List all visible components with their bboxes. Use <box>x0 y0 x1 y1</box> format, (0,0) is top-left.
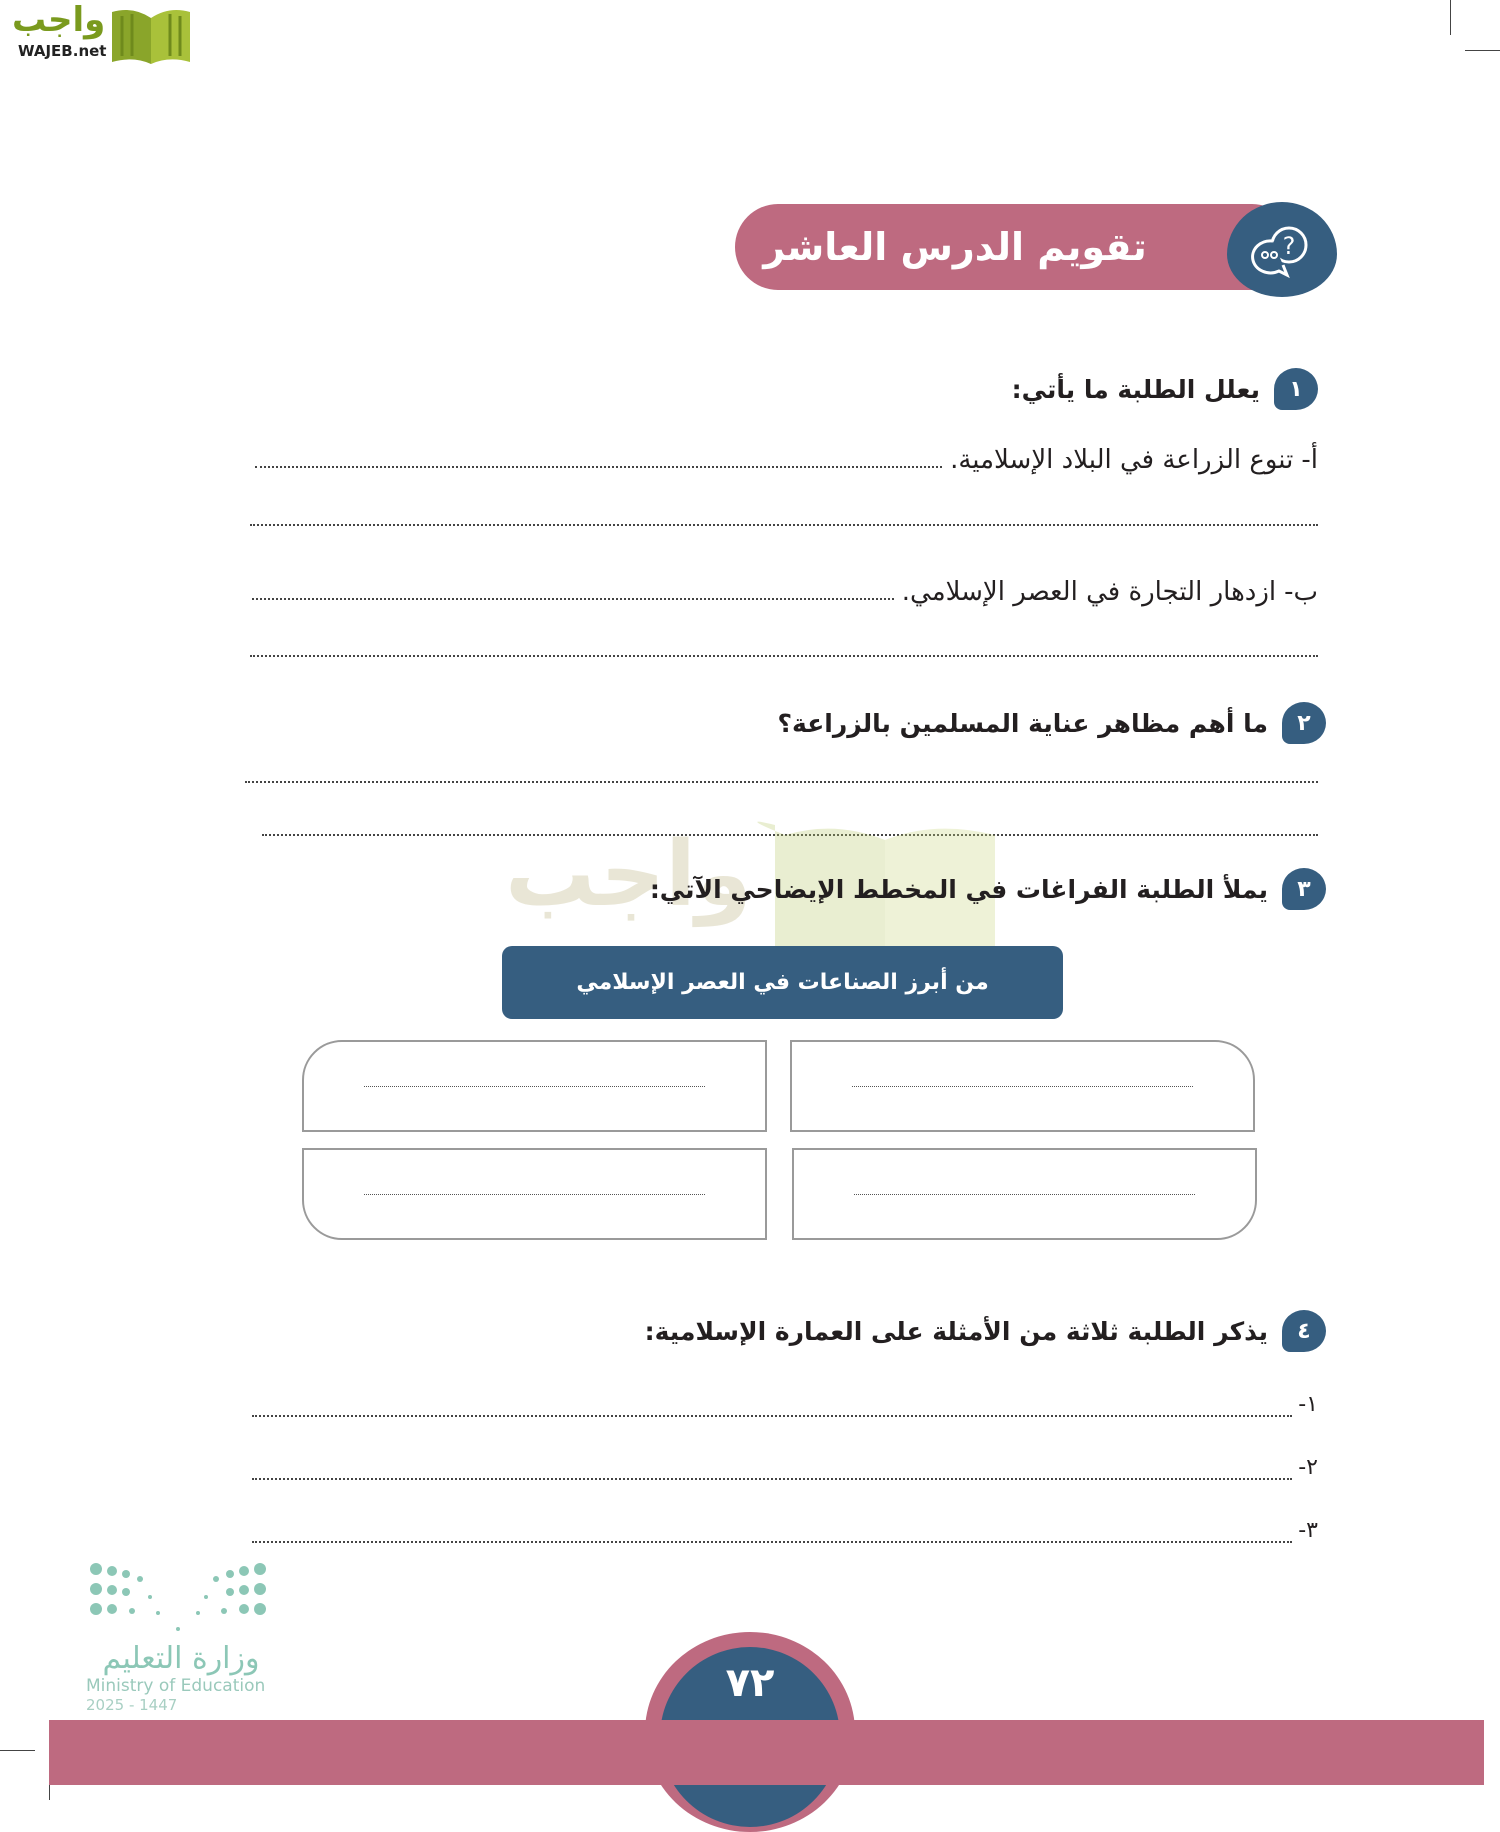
ministry-name-arabic: وزارة التعليم <box>102 1641 260 1676</box>
diagram-title-text: من أبرز الصناعات في العصر الإسلامي <box>576 970 989 995</box>
answer-line[interactable] <box>250 655 1318 657</box>
question-3 <box>650 868 1326 910</box>
book-icon <box>108 6 194 66</box>
answer-line[interactable] <box>252 1415 1292 1417</box>
wajeb-logo-latin: WAJEB.net <box>18 42 107 60</box>
question-1-item-b <box>252 577 1318 607</box>
svg-text:?: ? <box>1282 231 1296 260</box>
answer-line[interactable] <box>252 1541 1292 1543</box>
item-label: أ- <box>1301 445 1318 475</box>
question-1-item-a <box>255 445 1318 475</box>
wajeb-logo-arabic: واجب <box>12 0 106 40</box>
answer-line[interactable] <box>252 1478 1292 1480</box>
edition-year: 2025 - 1447 <box>86 1696 178 1714</box>
page-number: ٧٢ <box>725 1660 775 1706</box>
diagram-blank-box[interactable] <box>302 1148 767 1240</box>
footer-bar <box>49 1720 1484 1785</box>
answer-row-2 <box>252 1455 1318 1480</box>
ministry-name-english: Ministry of Education <box>86 1676 266 1696</box>
lesson-evaluation-title <box>735 204 1295 290</box>
question-number-badge: ٤ <box>1282 1310 1326 1352</box>
question-2 <box>778 702 1326 744</box>
answer-line[interactable] <box>262 834 1318 836</box>
diagram-blank-box[interactable] <box>792 1148 1257 1240</box>
item-text: ازدهار التجارة في العصر الإسلامي. <box>901 577 1277 607</box>
question-4 <box>645 1310 1326 1352</box>
title-text: تقويم الدرس العاشر <box>763 225 1147 269</box>
question-text: يملأ الطلبة الفراغات في المخطط الإيضاحي الآتي: <box>649 874 1268 904</box>
crop-mark <box>49 1785 50 1800</box>
wajeb-logo <box>8 0 193 68</box>
svg-text:واجب: واجب <box>505 822 752 927</box>
question-text: يعلل الطلبة ما يأتي: <box>1011 374 1260 404</box>
line-number: ١- <box>1298 1392 1318 1417</box>
question-1 <box>1012 368 1318 410</box>
question-number-badge: ١ <box>1274 368 1318 410</box>
crop-mark <box>0 1750 35 1751</box>
question-text: يذكر الطلبة ثلاثة من الأمثلة على العمارة الإسلامية: <box>644 1316 1268 1346</box>
item-label: ب- <box>1284 577 1318 607</box>
answer-line[interactable] <box>252 598 894 600</box>
item-text: تنوع الزراعة في البلاد الإسلامية. <box>950 445 1294 475</box>
question-number-badge: ٢ <box>1282 702 1326 744</box>
diagram-title <box>502 946 1063 1019</box>
crop-mark <box>1450 0 1451 35</box>
question-text: ما أهم مظاهر عناية المسلمين بالزراعة؟ <box>777 708 1268 738</box>
line-number: ٢- <box>1298 1455 1318 1480</box>
question-chat-icon <box>1227 202 1337 297</box>
crop-mark <box>1465 50 1500 51</box>
ministry-dots-icon <box>88 1561 268 1641</box>
diagram-blank-box[interactable] <box>790 1040 1255 1132</box>
answer-line[interactable] <box>245 781 1318 783</box>
ministry-logo <box>86 1561 276 1714</box>
question-number-badge: ٣ <box>1282 868 1326 910</box>
line-number: ٣- <box>1298 1518 1318 1543</box>
answer-row-3 <box>252 1518 1318 1543</box>
answer-row-1 <box>252 1392 1318 1417</box>
answer-line[interactable] <box>255 466 942 468</box>
answer-line[interactable] <box>250 524 1318 526</box>
diagram-blank-box[interactable] <box>302 1040 767 1132</box>
